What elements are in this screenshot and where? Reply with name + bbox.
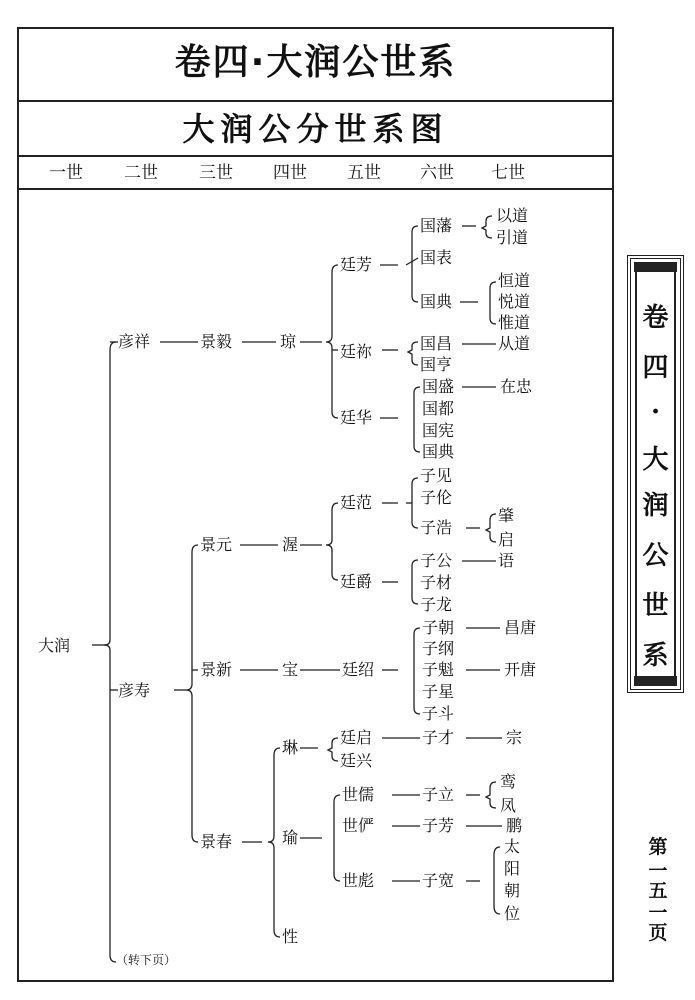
page-number-char: 一 xyxy=(648,902,668,924)
person-node: 开唐 xyxy=(504,660,537,679)
person-node: 瑜 xyxy=(282,828,299,847)
person-node: 国都 xyxy=(422,399,455,418)
person-node: 子斗 xyxy=(422,704,455,723)
person-node: 子宽 xyxy=(422,871,455,890)
person-node: 悦道 xyxy=(498,292,531,311)
side-label-char: 四 xyxy=(642,353,669,383)
person-node: 廷范 xyxy=(340,493,373,512)
person-node: 廷爵 xyxy=(340,572,373,591)
person-node: 国亨 xyxy=(420,355,453,374)
person-node: 宗 xyxy=(506,728,523,747)
page-number-char: 页 xyxy=(648,922,668,944)
person-node: 惟道 xyxy=(498,313,531,332)
person-node: 位 xyxy=(504,904,521,923)
person-node: 子立 xyxy=(422,785,455,804)
person-node: 景春 xyxy=(200,832,233,851)
side-label-char: · xyxy=(650,397,661,427)
person-node: 凤 xyxy=(500,796,517,815)
page-title: 卷四·大润公世系 xyxy=(174,42,457,83)
side-label-char: 润 xyxy=(642,491,669,521)
person-node: 性 xyxy=(282,927,299,946)
person-node: 太 xyxy=(504,837,521,856)
person-node: 子见 xyxy=(420,466,453,485)
person-node: 廷启 xyxy=(340,728,373,747)
person-node: 肇 xyxy=(498,506,515,525)
page-number-char: 第 xyxy=(648,836,668,858)
person-node: 子芳 xyxy=(422,816,455,835)
person-node: 启 xyxy=(498,530,515,549)
person-node: 世俨 xyxy=(342,816,375,835)
person-node: 国表 xyxy=(420,248,453,267)
person-node: 国宪 xyxy=(422,421,455,440)
person-node: 子星 xyxy=(422,682,455,701)
person-node: 子朝 xyxy=(422,618,455,637)
person-node: 在忠 xyxy=(500,377,533,396)
person-node: 子纲 xyxy=(422,639,455,658)
person-node: 国昌 xyxy=(420,334,453,353)
continue-note: （转下页） xyxy=(116,953,177,967)
person-node: 廷绍 xyxy=(342,660,375,679)
side-label-char: 系 xyxy=(642,641,669,671)
person-node: 语 xyxy=(498,551,515,570)
person-node: 世彪 xyxy=(342,871,375,890)
person-node: 子伦 xyxy=(420,488,453,507)
person-node: 子公 xyxy=(420,551,453,570)
person-node: 廷芳 xyxy=(340,255,373,274)
person-node: 子浩 xyxy=(420,518,453,537)
side-label-char: 世 xyxy=(642,591,669,621)
person-node: 国盛 xyxy=(422,377,455,396)
person-node: 鹏 xyxy=(506,816,523,835)
person-node: 琼 xyxy=(280,332,297,351)
person-node: 引道 xyxy=(496,228,529,247)
person-node: 朝 xyxy=(504,881,521,900)
person-node: 子龙 xyxy=(420,595,453,614)
person-node: 琳 xyxy=(282,738,299,757)
person-node: 景新 xyxy=(200,660,233,679)
person-node: 子材 xyxy=(420,573,453,592)
person-node: 宝 xyxy=(282,660,299,679)
generation-label: 四世 xyxy=(273,163,307,183)
person-node: 廷兴 xyxy=(340,751,373,770)
generation-label: 五世 xyxy=(347,163,381,183)
person-node: 彦祥 xyxy=(118,332,151,351)
side-tab xyxy=(627,255,684,693)
person-node: 廷祢 xyxy=(340,342,373,361)
side-tab-cap-top xyxy=(634,262,677,272)
side-label-char: 卷 xyxy=(642,303,669,333)
person-node: 阳 xyxy=(504,859,521,878)
person-node: 从道 xyxy=(498,334,531,353)
generation-label: 六世 xyxy=(420,163,454,183)
person-node: 恒道 xyxy=(498,271,531,290)
generation-label: 七世 xyxy=(491,163,525,183)
person-node: 鸾 xyxy=(500,772,517,791)
person-node: 昌唐 xyxy=(504,618,537,637)
person-node: 廷华 xyxy=(340,408,373,427)
person-node: 国典 xyxy=(422,442,455,461)
person-node: 景元 xyxy=(200,535,233,554)
person-node: 渥 xyxy=(282,535,299,554)
side-label-char: 大 xyxy=(642,445,669,475)
person-node: 子才 xyxy=(422,728,455,747)
generation-label: 二世 xyxy=(124,163,158,183)
person-node: 子魁 xyxy=(422,660,455,679)
side-label-char: 公 xyxy=(642,541,669,571)
person-node: 国典 xyxy=(420,292,453,311)
person-node: 世儒 xyxy=(342,785,375,804)
side-tab-cap-bottom xyxy=(634,676,677,686)
person-node: 景毅 xyxy=(200,332,233,351)
person-node: 彦寿 xyxy=(118,681,151,700)
page-number-char: 五 xyxy=(648,880,668,902)
person-node: 以道 xyxy=(496,206,529,225)
generation-label: 三世 xyxy=(199,163,233,183)
person-node: 大润 xyxy=(38,636,71,655)
person-node: 国藩 xyxy=(420,216,453,235)
generation-label: 一世 xyxy=(49,163,83,183)
chart-subtitle: 大润公分世系图 xyxy=(182,110,449,148)
page-number-char: 一 xyxy=(648,860,668,882)
